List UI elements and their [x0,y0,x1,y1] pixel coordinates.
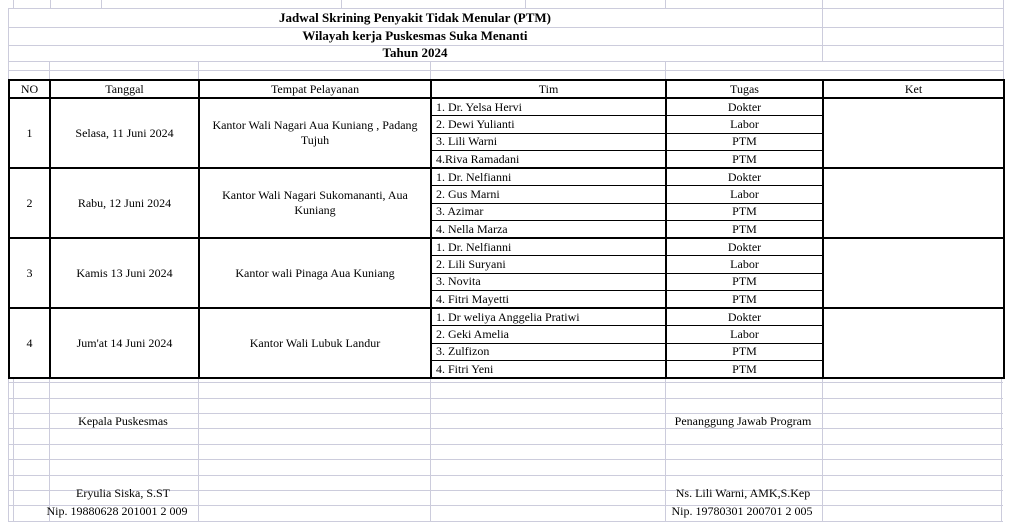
schedule-row-2 [9,168,1004,186]
right-signature-nip[interactable]: Nip. 19780301 200701 2 005 [671,504,813,518]
header-row [9,80,1004,98]
tanggal-cell[interactable]: Rabu, 12 Juni 2024 [50,168,199,238]
schedule-table [8,79,1005,379]
tugas-cell[interactable]: Dokter [666,98,823,116]
gridline [822,8,823,61]
tim-member-cell[interactable]: 4. Nella Marza [431,221,666,239]
gridline [8,382,1003,383]
gridline [8,521,1003,522]
tim-member-cell[interactable]: 3. Novita [431,273,666,291]
tugas-cell[interactable]: Labor [666,256,823,274]
gridline [13,0,14,8]
gridline [50,0,51,8]
tugas-cell[interactable]: PTM [666,291,823,309]
gridline [341,0,342,8]
tempat-cell[interactable]: Kantor wali Pinaga Aua Kuniang [199,238,431,308]
gridline [665,0,666,8]
right-signature-role[interactable]: Penanggung Jawab Program [674,414,812,428]
tugas-cell[interactable]: Dokter [666,168,823,186]
tim-member-cell[interactable]: 2. Gus Marni [431,186,666,204]
gridline [822,0,823,8]
tim-member-cell[interactable]: 1. Dr. Nelfianni [431,238,666,256]
gridline [430,377,431,521]
ket-cell[interactable] [823,238,1004,308]
tempat-cell[interactable]: Kantor Wali Nagari Aua Kuniang , Padang Tujuh [199,98,431,168]
gridline [8,377,9,521]
gridline [8,61,1003,62]
schedule-row-1 [9,98,1004,116]
ket-cell[interactable] [823,308,1004,378]
tim-member-cell[interactable]: 4. Fitri Yeni [431,361,666,379]
tanggal-cell[interactable]: Selasa, 11 Juni 2024 [50,98,199,168]
col-header-tim[interactable]: Tim [431,80,666,98]
tugas-cell[interactable]: PTM [666,273,823,291]
document-year[interactable]: Tahun 2024 [382,45,448,60]
no-cell[interactable]: 4 [9,308,50,378]
tim-member-cell[interactable]: 4.Riva Ramadani [431,151,666,169]
tim-member-cell[interactable]: 2. Geki Amelia [431,326,666,344]
document-title[interactable]: Jadwal Skrining Penyakit Tidak Menular (PTM) [279,10,551,25]
tugas-cell[interactable]: PTM [666,203,823,221]
tempat-cell[interactable]: Kantor Wali Lubuk Landur [199,308,431,378]
gridline [822,377,823,521]
schedule-row-4 [9,308,1004,326]
tugas-cell[interactable]: Labor [666,326,823,344]
col-header-tugas[interactable]: Tugas [666,80,823,98]
gridline [101,0,102,8]
schedule-row-3 [9,238,1004,256]
gridline [8,444,1003,445]
tim-member-cell[interactable]: 3. Lili Warni [431,133,666,151]
document-subtitle[interactable]: Wilayah kerja Puskesmas Suka Menanti [302,28,528,43]
gridline [8,475,1003,476]
tugas-cell[interactable]: Labor [666,186,823,204]
tugas-cell[interactable]: PTM [666,361,823,379]
tugas-cell[interactable]: Labor [666,116,823,134]
col-header-no[interactable]: NO [9,80,50,98]
tugas-cell[interactable]: PTM [666,151,823,169]
tanggal-cell[interactable]: Kamis 13 Juni 2024 [50,238,199,308]
left-signature-nip[interactable]: Nip. 19880628 201001 2 009 [46,504,188,518]
gridline [525,0,526,8]
gridline [8,398,1003,399]
gridline [49,377,50,521]
gridline [665,377,666,521]
tim-member-cell[interactable]: 2. Lili Suryani [431,256,666,274]
tugas-cell[interactable]: Dokter [666,238,823,256]
tim-member-cell[interactable]: 1. Dr weliya Anggelia Pratiwi [431,308,666,326]
ket-cell[interactable] [823,168,1004,238]
tim-member-cell[interactable]: 2. Dewi Yulianti [431,116,666,134]
gridline [665,61,666,79]
tim-member-cell[interactable]: 1. Dr. Nelfianni [431,168,666,186]
right-signature-name[interactable]: Ns. Lili Warni, AMK,S.Kep [675,486,811,500]
ket-cell[interactable] [823,98,1004,168]
gridline [8,70,1003,71]
tempat-cell[interactable]: Kantor Wali Nagari Sukomananti, Aua Kuniang [199,168,431,238]
tim-member-cell[interactable]: 3. Azimar [431,203,666,221]
gridline [430,61,431,79]
gridline [8,459,1003,460]
col-header-ket[interactable]: Ket [823,80,1004,98]
gridline [13,377,14,521]
tugas-cell[interactable]: PTM [666,221,823,239]
col-header-tanggal[interactable]: Tanggal [50,80,199,98]
tanggal-cell[interactable]: Jum'at 14 Juni 2024 [50,308,199,378]
tim-member-cell[interactable]: 1. Dr. Yelsa Hervi [431,98,666,116]
tugas-cell[interactable]: PTM [666,133,823,151]
tim-member-cell[interactable]: 4. Fitri Mayetti [431,291,666,309]
gridline [1003,8,1004,79]
no-cell[interactable]: 3 [9,238,50,308]
gridline [1003,0,1004,8]
tugas-cell[interactable]: Dokter [666,308,823,326]
gridline [49,61,50,79]
left-signature-name[interactable]: Eryulia Siska, S.ST [75,486,171,500]
col-header-tempat[interactable]: Tempat Pelayanan [199,80,431,98]
tugas-cell[interactable]: PTM [666,343,823,361]
gridline [1001,377,1002,521]
gridline [198,377,199,521]
left-signature-role[interactable]: Kepala Puskesmas [78,414,168,428]
tim-member-cell[interactable]: 3. Zulfizon [431,343,666,361]
no-cell[interactable]: 2 [9,168,50,238]
gridline [198,61,199,79]
no-cell[interactable]: 1 [9,98,50,168]
